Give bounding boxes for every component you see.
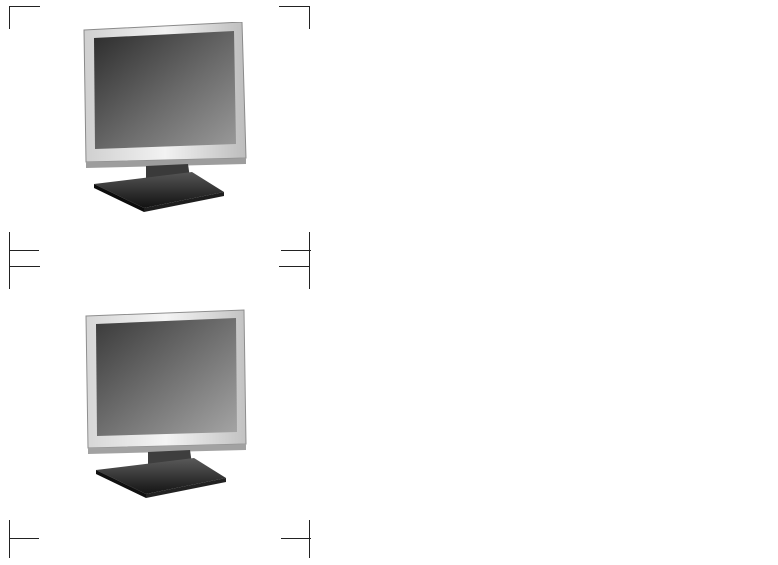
crop-mark-bottom-right-horizontal <box>281 538 311 539</box>
crop-mark-bottom-left-vertical <box>9 520 10 558</box>
crop-mark-top-left <box>9 6 40 29</box>
crop-mark-bottom-right-vertical <box>309 520 310 558</box>
lcd-monitor-icon <box>80 308 252 500</box>
crop-mark-bottom-left-horizontal <box>9 250 39 251</box>
crop-mark-bottom-right-vertical <box>309 232 310 270</box>
crop-mark-bottom-left-vertical <box>9 232 10 270</box>
lcd-monitor-icon <box>80 22 252 214</box>
crop-mark-top-left <box>9 266 40 289</box>
crop-mark-top-right <box>279 266 310 289</box>
crop-mark-bottom-right-horizontal <box>281 250 311 251</box>
crop-mark-bottom-left-horizontal <box>9 538 39 539</box>
crop-mark-top-right <box>279 6 310 29</box>
